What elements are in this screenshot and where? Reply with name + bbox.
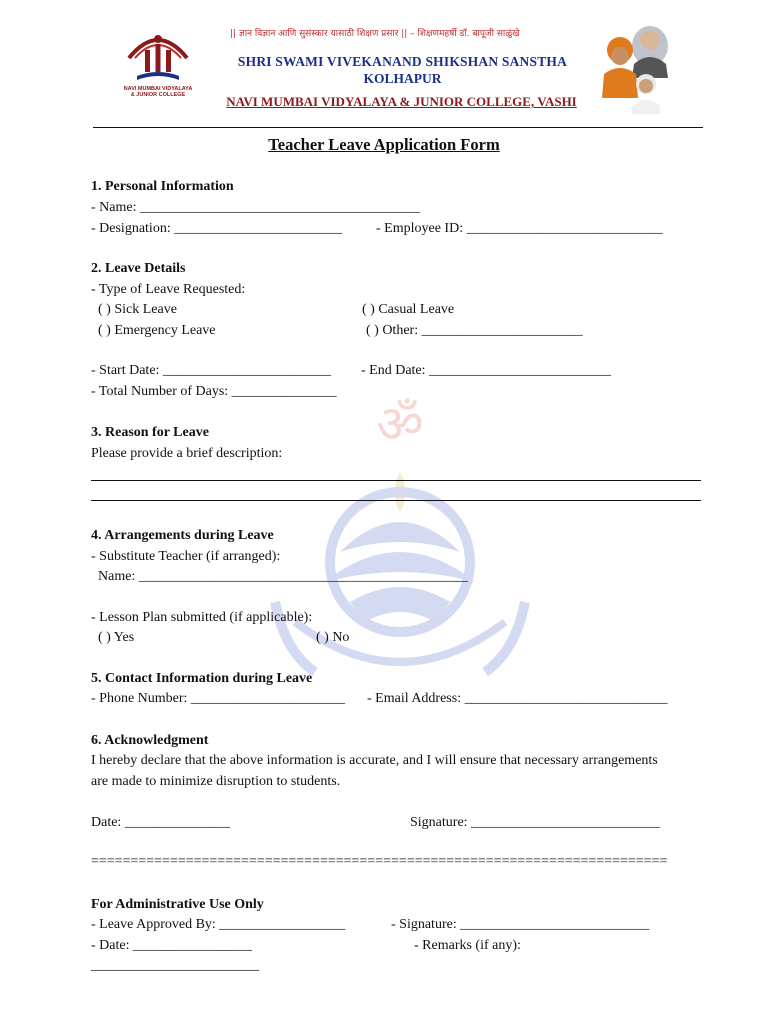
sick-leave-option[interactable]: ( ) Sick Leave [98, 302, 177, 317]
section-leave-heading: 2. Leave Details [91, 261, 186, 276]
remarks-field[interactable]: ________________________ [91, 958, 259, 973]
total-days-field[interactable]: - Total Number of Days: _______________ [91, 384, 337, 399]
other-leave-option[interactable]: ( ) Other: _______________________ [366, 323, 583, 338]
acknowledgment-signature-field[interactable]: Signature: ___________________________ [410, 815, 661, 830]
declaration-text-line-1: I hereby declare that the above information is accurate, and I will ensure that necessary arrangements [91, 753, 658, 768]
letterhead [112, 18, 684, 118]
school-logo [112, 28, 204, 112]
logo-caption: NAVI MUMBAI VIDYALAYA [123, 86, 193, 92]
employee-id-field[interactable]: - Employee ID: ____________________________ [376, 221, 663, 236]
admin-signature-field[interactable]: - Signature: ___________________________ [391, 917, 650, 932]
lesson-plan-no-option[interactable]: ( ) No [316, 630, 350, 645]
substitute-label: - Substitute Teacher (if arranged): [91, 549, 281, 564]
section-arrangements-heading: 4. Arrangements during Leave [91, 528, 274, 543]
designation-field[interactable]: - Designation: ________________________ [91, 221, 343, 236]
marathi-motto: || ज्ञान विज्ञान आणि सुसंस्कार यासाठी शिक्षण प्रसार || – शिक्षणमहर्षी डॉ. बापूजी साळुंखे [230, 29, 520, 39]
lesson-plan-label: - Lesson Plan submitted (if applicable): [91, 610, 313, 625]
section-personal-heading: 1. Personal Information [91, 179, 234, 194]
leave-type-label: - Type of Leave Requested: [91, 282, 246, 297]
lesson-plan-yes-option[interactable]: ( ) Yes [98, 630, 135, 645]
phone-field[interactable]: - Phone Number: ______________________ [91, 691, 345, 706]
name-field[interactable]: - Name: ________________________________________ [91, 200, 420, 215]
admin-heading: For Administrative Use Only [91, 897, 264, 912]
section-reason-heading: 3. Reason for Leave [91, 425, 209, 440]
founder-portraits-image [598, 18, 684, 116]
substitute-name-field[interactable]: Name: _______________________________________________ [98, 569, 468, 584]
reason-line-2[interactable] [91, 500, 701, 501]
institution-watermark-image [255, 372, 545, 702]
section-separator: ========================================================================= [91, 854, 668, 869]
admin-date-field[interactable]: - Date: _________________ [91, 938, 252, 953]
organization-name: SHRI SWAMI VIVEKANAND SHIKSHAN SANSTHA [237, 54, 568, 69]
email-field[interactable]: - Email Address: _____________________________ [367, 691, 668, 706]
remarks-label: - Remarks (if any): [414, 938, 521, 953]
acknowledgment-date-field[interactable]: Date: _______________ [91, 815, 230, 830]
approved-by-field[interactable]: - Leave Approved By: __________________ [91, 917, 346, 932]
section-contact-heading: 5. Contact Information during Leave [91, 671, 313, 686]
section-acknowledgment-heading: 6. Acknowledgment [91, 733, 209, 748]
svg-text:ॐ: ॐ [376, 395, 424, 455]
college-name: NAVI MUMBAI VIDYALAYA & JUNIOR COLLEGE, VASHI [226, 94, 577, 109]
casual-leave-option[interactable]: ( ) Casual Leave [362, 302, 455, 317]
header-divider [93, 127, 703, 128]
declaration-text-line-2: are made to minimize disruption to students. [91, 774, 341, 789]
start-date-field[interactable]: - Start Date: ________________________ [91, 363, 331, 378]
emergency-leave-option[interactable]: ( ) Emergency Leave [98, 323, 216, 338]
end-date-field[interactable]: - End Date: __________________________ [361, 363, 612, 378]
organization-city: KOLHAPUR [363, 71, 442, 86]
reason-line-1[interactable] [91, 480, 701, 481]
reason-prompt: Please provide a brief description: [91, 446, 283, 461]
logo-caption-2: & JUNIOR COLLEGE [130, 92, 186, 98]
form-title: Teacher Leave Application Form [268, 135, 500, 154]
